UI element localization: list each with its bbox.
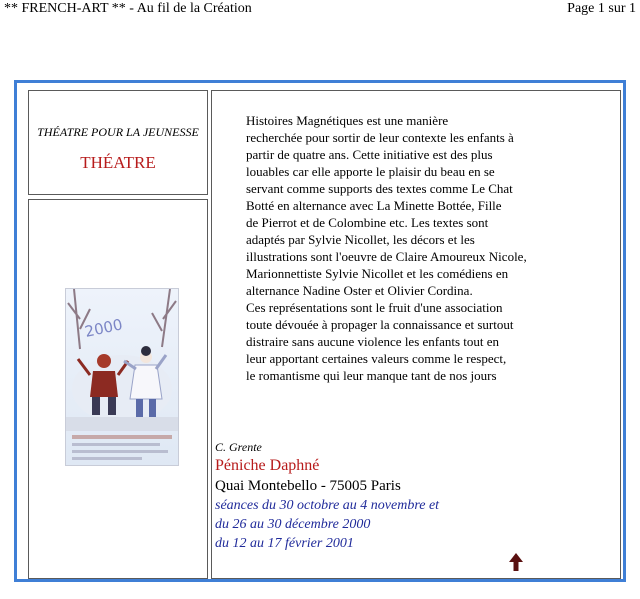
svg-text:2000: 2000 [83, 315, 125, 341]
venue-name: Péniche Daphné [215, 457, 320, 474]
details-cell [211, 90, 621, 579]
page-header [0, 0, 640, 20]
section-caption: THÉATRE POUR LA JEUNESSE [37, 125, 199, 139]
dates-line-3: du 12 au 17 février 2001 [215, 536, 354, 551]
photo-credit: C. Grente [215, 440, 262, 454]
content-frame [14, 80, 626, 582]
poster-cell [28, 199, 208, 579]
page-indicator: Page 1 sur 1 [567, 1, 636, 16]
theatre-poster-image [65, 288, 179, 466]
dates-line-1: séances du 30 octobre au 4 novembre et [215, 498, 440, 513]
venue-address: Quai Montebello - 75005 Paris [215, 478, 401, 494]
description-text: Histoires Magnétiques est une manière recherchée pour sortir de leur contexte les enfants à partir de quatre ans. Cette initiative est des plus louables car elle apporte le plaisir du beau en se servant comme supports des textes comme Le Chat Botté en alternance avec La Minette Bottée, Fille de Pierrot et de Colombine etc. Les textes sont adaptés par Sylvie Nicollet, les décors et les illustrations sont l'oeuvre de Claire Amoureux Nicole, Marionnettiste Sylvie Nicollet et les comédiens en alternance Nadine Oster et Olivier Cordina. Ces représentations sont le fruit d'une association toute dévouée à propager la connaissance et surtout distraire sans aucune violence les enfants tout en leur apportant certaines valeurs comme le respect, le romantisme qui leur manque tant de nos jours [242, 107, 608, 409]
event-info [215, 439, 595, 553]
up-arrow-icon[interactable] [509, 553, 523, 571]
dates-line-2: du 26 au 30 décembre 2000 [215, 517, 371, 532]
page-header-title: ** FRENCH-ART ** - Au fil de la Création [4, 1, 252, 16]
section-title: THÉATRE [80, 153, 156, 172]
section-header-cell [28, 90, 208, 195]
